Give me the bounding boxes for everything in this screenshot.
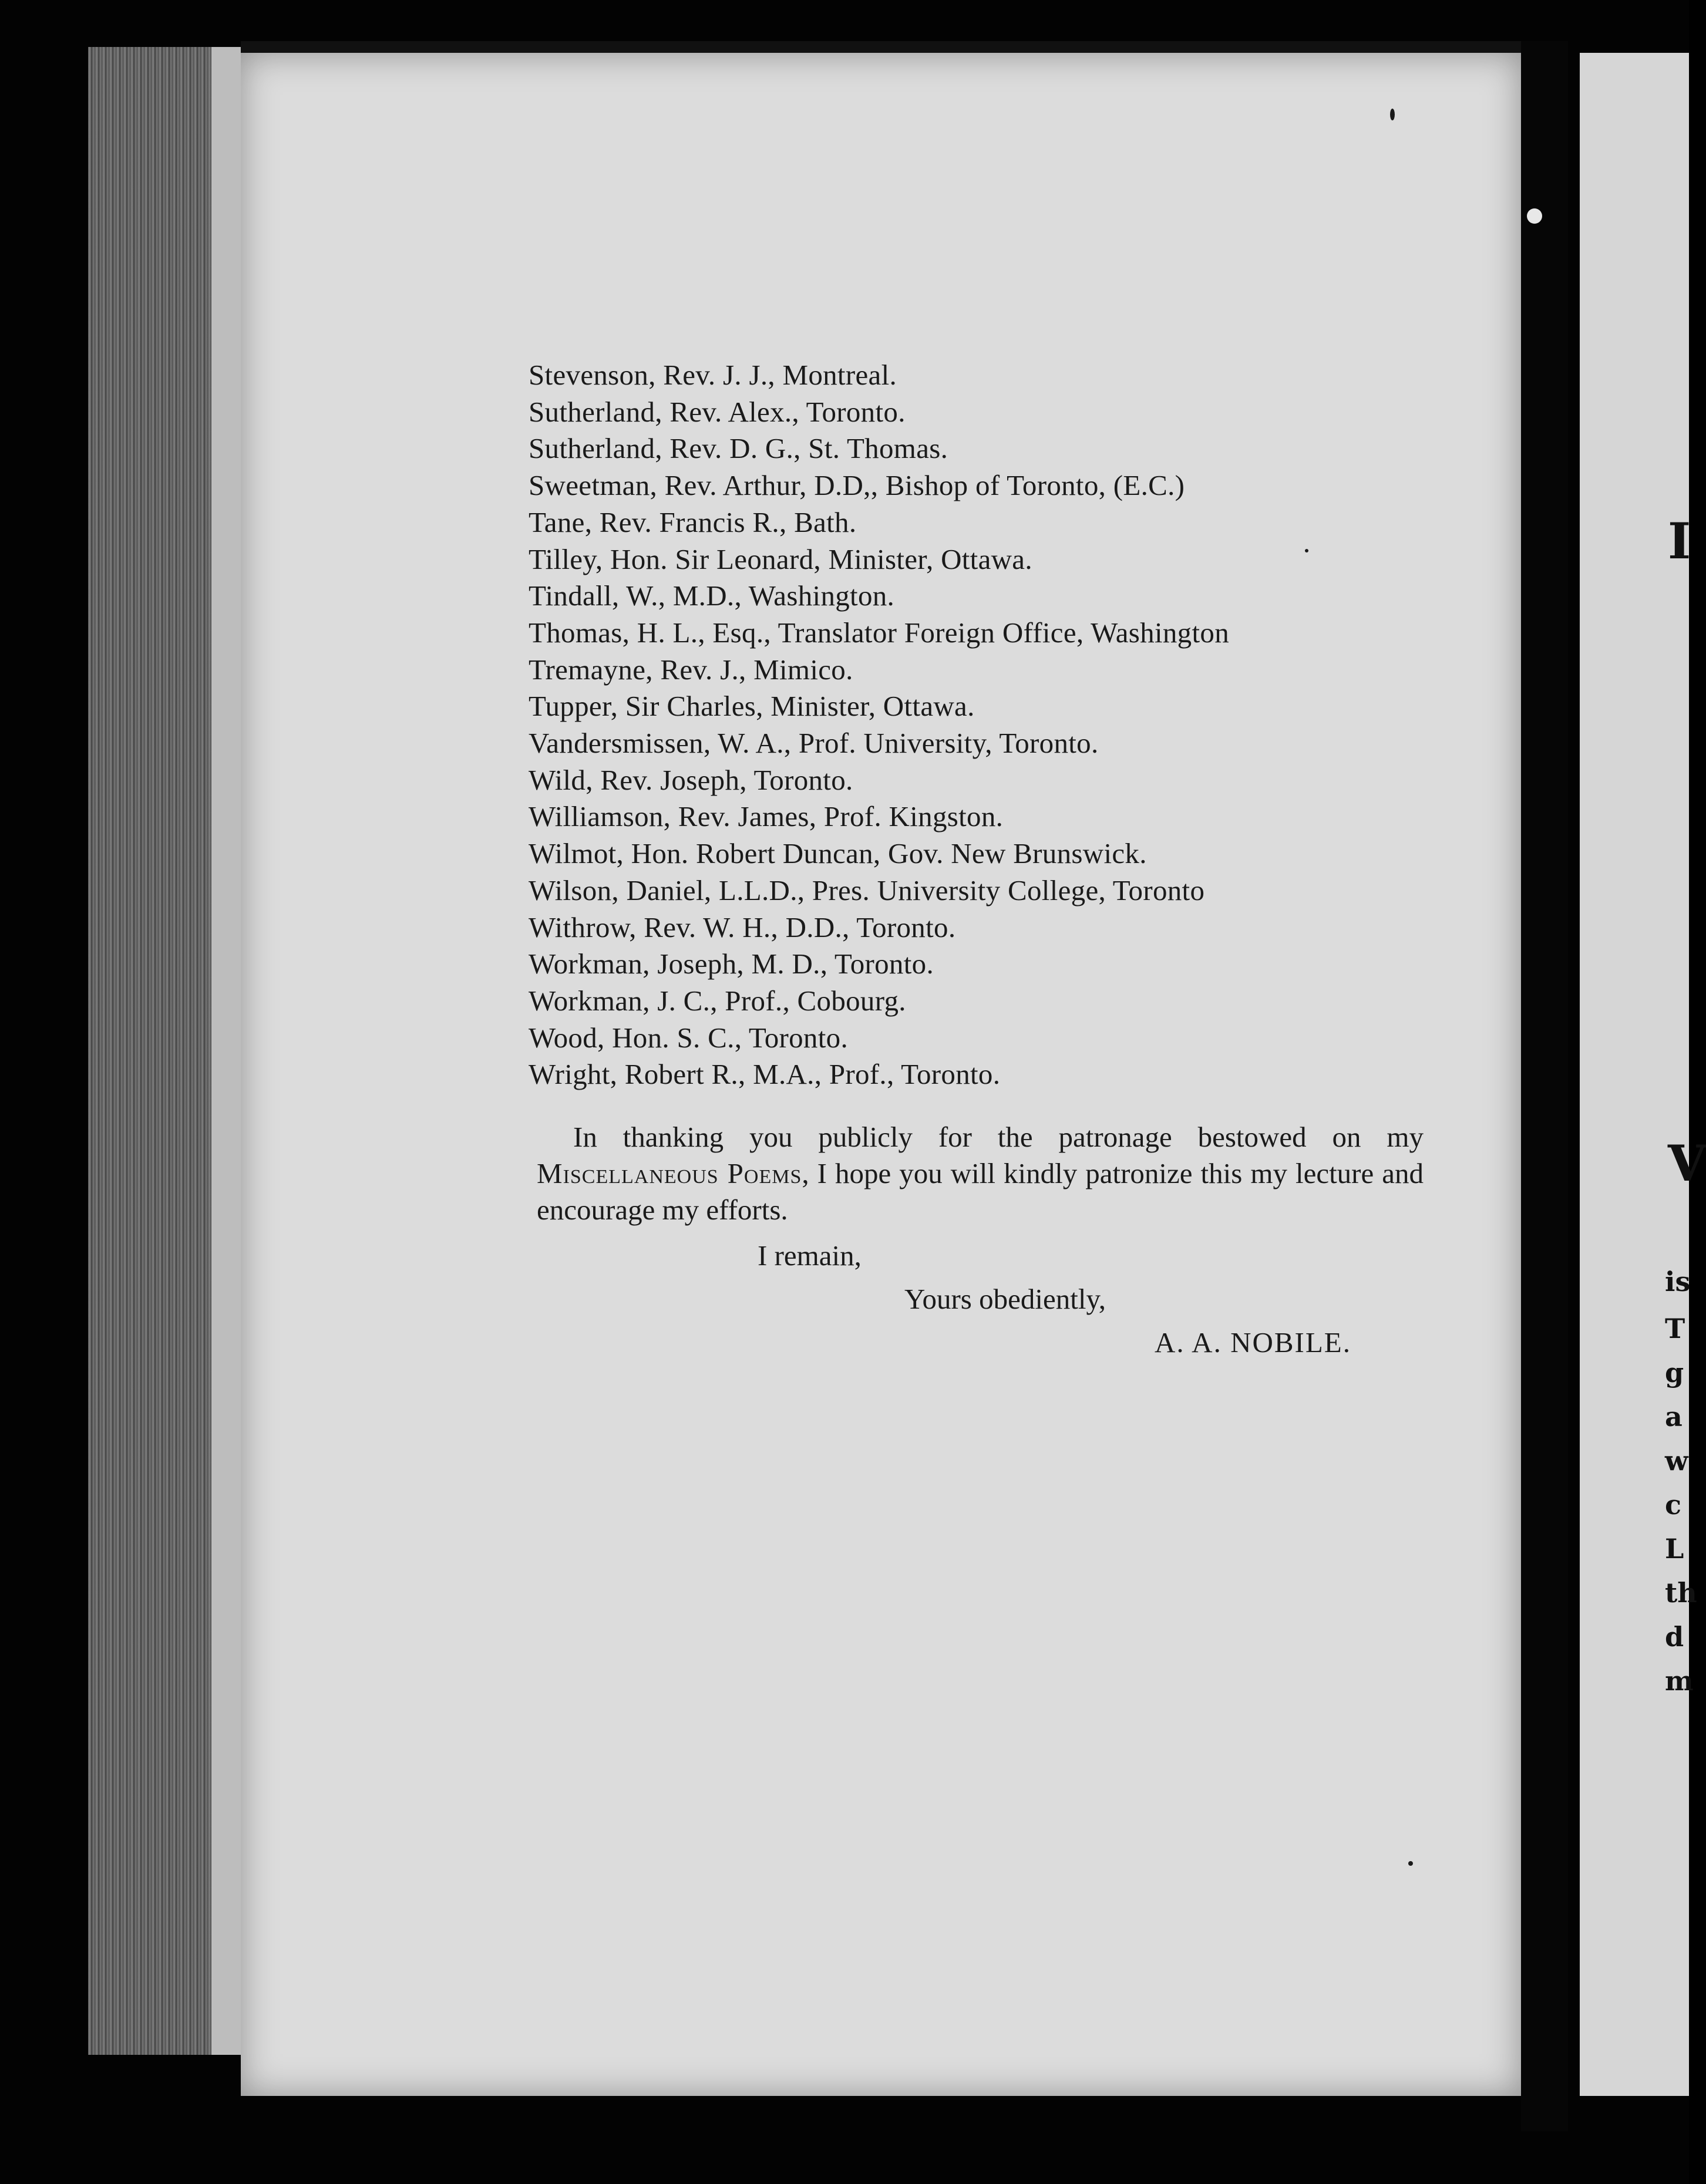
subscriber-entry: Wood, Hon. S. C., Toronto. <box>529 1021 849 1054</box>
subscriber-list <box>529 357 1445 1093</box>
right-page-fragment: T <box>1665 1313 1685 1344</box>
signature: A. A. NOBILE. <box>1155 1326 1351 1359</box>
scan-speck <box>1408 1861 1413 1866</box>
subscriber-entry: Workman, J. C., Prof., Cobourg. <box>529 984 906 1017</box>
right-page-fragment: is <box>1665 1266 1691 1297</box>
subscriber-entry: Thomas, H. L., Esq., Translator Foreign Office, Washington <box>529 616 1229 649</box>
right-page-fragment: th <box>1665 1577 1697 1609</box>
thank-you-paragraph <box>537 1119 1424 1228</box>
paragraph-text: , I hope you will kindly patronize this my lecture and encourage my efforts. <box>537 1157 1424 1226</box>
subscriber-entry: Sutherland, Rev. Alex., Toronto. <box>529 395 906 428</box>
right-page-fragment: g <box>1665 1357 1684 1388</box>
subscriber-entry: Wilson, Daniel, L.L.D., Pres. University College, Toronto <box>529 874 1205 906</box>
scan-speck <box>1390 109 1395 120</box>
right-page-fragment: V <box>1668 1134 1706 1192</box>
closing-yours: Yours obediently, <box>904 1283 1106 1316</box>
paragraph-text: In thanking you publicly for the patronage bestowed on my <box>573 1121 1424 1154</box>
subscriber-entry: Tane, Rev. Francis R., Bath. <box>529 505 857 538</box>
document-body <box>529 357 1445 1369</box>
subscriber-entry: Workman, Joseph, M. D., Toronto. <box>529 948 934 980</box>
subscriber-entry: Williamson, Rev. James, Prof. Kingston. <box>529 800 1004 833</box>
right-page-fragment: L <box>1665 1533 1684 1565</box>
right-page-fragment: c <box>1665 1489 1682 1521</box>
book-title: Miscellaneous Poems <box>537 1157 802 1190</box>
subscriber-entry: Stevenson, Rev. J. J., Montreal. <box>529 359 897 391</box>
subscriber-entry: Tremayne, Rev. J., Mimico. <box>529 653 853 686</box>
right-page-fragment: w <box>1665 1445 1688 1477</box>
book-gutter <box>1521 41 1568 2131</box>
subscriber-entry: Sutherland, Rev. D. G., St. Thomas. <box>529 432 948 465</box>
closing-remain: I remain, <box>758 1239 862 1272</box>
subscriber-entry: Wild, Rev. Joseph, Toronto. <box>529 763 853 796</box>
right-page-fragment: I <box>1668 512 1691 570</box>
subscriber-entry: Withrow, Rev. W. H., D.D., Toronto. <box>529 911 956 943</box>
subscriber-entry: Tupper, Sir Charles, Minister, Ottawa. <box>529 690 975 723</box>
right-page-fragment: d <box>1665 1621 1684 1653</box>
subscriber-entry: Tindall, W., M.D., Washington. <box>529 579 895 612</box>
subscriber-entry: Wright, Robert R., M.A., Prof., Toronto. <box>529 1058 1001 1091</box>
subscriber-entry: Tilley, Hon. Sir Leonard, Minister, Ottawa. <box>529 542 1032 575</box>
subscriber-entry: Vandersmissen, W. A., Prof. University, Toronto. <box>529 727 1099 760</box>
letter-closing <box>529 1234 1445 1369</box>
right-page-fragment: m <box>1665 1665 1694 1697</box>
scan-speck <box>1527 208 1542 224</box>
right-page-fragment: a <box>1665 1401 1683 1433</box>
subscriber-entry: Wilmot, Hon. Robert Duncan, Gov. New Brunswick. <box>529 837 1147 870</box>
subscriber-entry: Sweetman, Rev. Arthur, D.D,, Bishop of Toronto, (E.C.) <box>529 469 1185 502</box>
right-page-partial <box>1580 53 1706 2096</box>
